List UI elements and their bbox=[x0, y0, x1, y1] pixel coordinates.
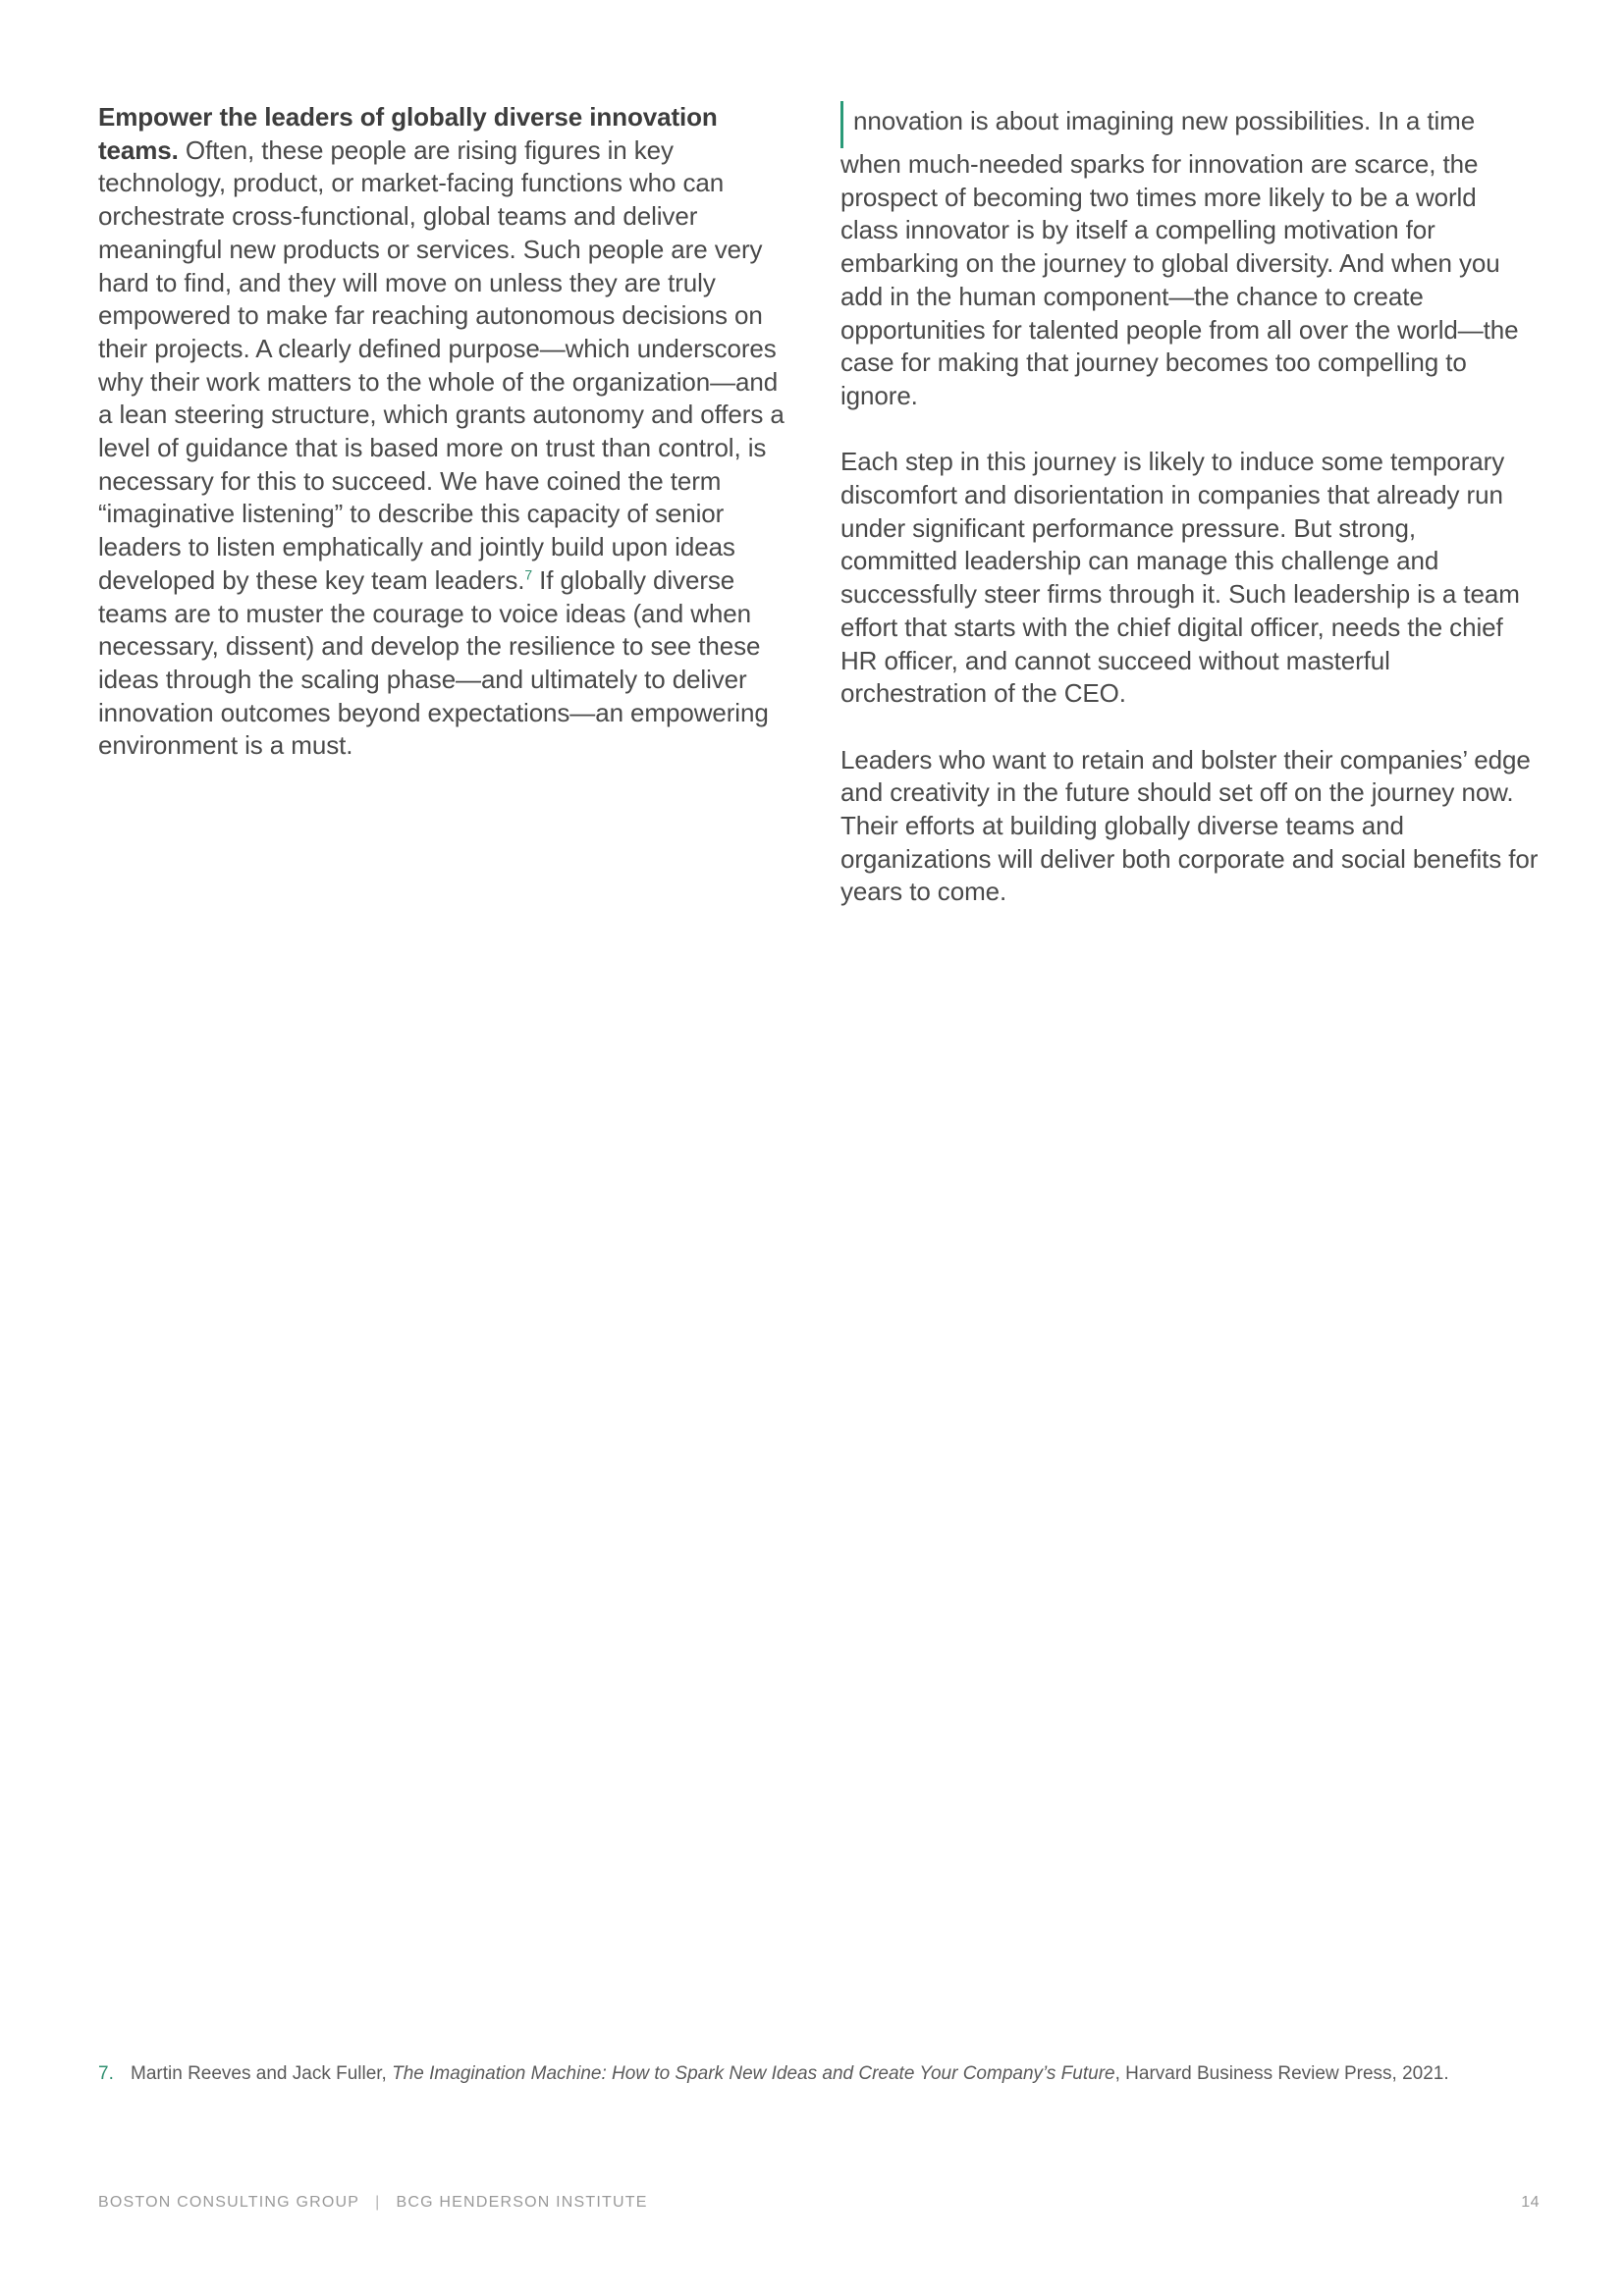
paragraph-body: Often, these people are rising figures in key technology, product, or market-facing functions who can orchestrate cross-functional, global teams and deliver meaningful new products or services. Such people are very hard to find, and they will move on unless they are truly empowered to make far reaching autonomous decisions on their projects. A clearly defined purpose—which underscores why their work matters to the whole of the organization—and a lean steering structure, which grants autonomy and offers a level of guidance that is based more on trust than control, is necessary for this to succeed. We have coined the term “imaginative listening” to describe this capacity of senior leaders to listen emphatically and jointly build upon ideas developed by these key team leaders. bbox=[98, 134, 785, 595]
page-footer bbox=[98, 2194, 648, 2212]
innovation-paragraph bbox=[840, 101, 1540, 413]
drop-cap-i bbox=[840, 101, 843, 148]
innovation-paragraph-text: nnovation is about imagining new possibilities. In a time when much-needed sparks for innovation are scarce, the prospect of becoming two times more likely to be a world class innovator is by itself a compelling motivation for embarking on the journey to global diversity. And when you add in the human component—the chance to create opportunities for talented people from all over the world—the case for making that journey becomes too compelling to ignore. bbox=[840, 106, 1519, 410]
footnote bbox=[98, 2062, 1542, 2086]
footer-org: BOSTON CONSULTING GROUP bbox=[98, 2194, 360, 2211]
left-column bbox=[98, 101, 795, 763]
paragraph-body-continued: If globally diverse teams are to muster the courage to voice ideas (and when necessary, dissent) and develop the resilience to see these ideas through the scaling phase—and ultimately to deliver innovation outcomes beyond expectations—an empowering environment is a must. bbox=[98, 564, 769, 761]
paragraph-lead: Empower the leaders of globally diverse innovation teams. bbox=[98, 102, 718, 165]
footnote-publisher: , Harvard Business Review Press, 2021. bbox=[1114, 2063, 1449, 2084]
footer-institute: BCG HENDERSON INSTITUTE bbox=[396, 2194, 648, 2211]
journey-paragraph: Each step in this journey is likely to induce some temporary discomfort and disorientation in companies that already run under significant performance pressure. But strong, committed leadership can manage this challenge and successfully steer firms through it. Such leadership is a team effort that starts with the chief digital officer, needs the chief HR officer, and cannot succeed without masterful orchestration of the CEO. bbox=[840, 447, 1520, 709]
footnote-text bbox=[131, 2062, 1542, 2086]
page-number: 14 bbox=[1521, 2194, 1540, 2211]
footnote-number: 7. bbox=[98, 2063, 114, 2084]
empower-paragraph bbox=[98, 101, 795, 763]
footer-separator: | bbox=[375, 2194, 381, 2211]
footnote-book-title: The Imagination Machine: How to Spark New Ideas and Create Your Company’s Future bbox=[392, 2063, 1115, 2084]
footnote-reference[interactable]: 7 bbox=[524, 566, 533, 583]
footnote-authors: Martin Reeves and Jack Fuller, bbox=[131, 2063, 393, 2084]
leaders-paragraph: Leaders who want to retain and bolster their companies’ edge and creativity in the future should set off on the journey now. Their efforts at building globally diverse teams and organizations will deliver both corporate and social benefits for years to come. bbox=[840, 744, 1539, 907]
right-column bbox=[840, 101, 1540, 909]
